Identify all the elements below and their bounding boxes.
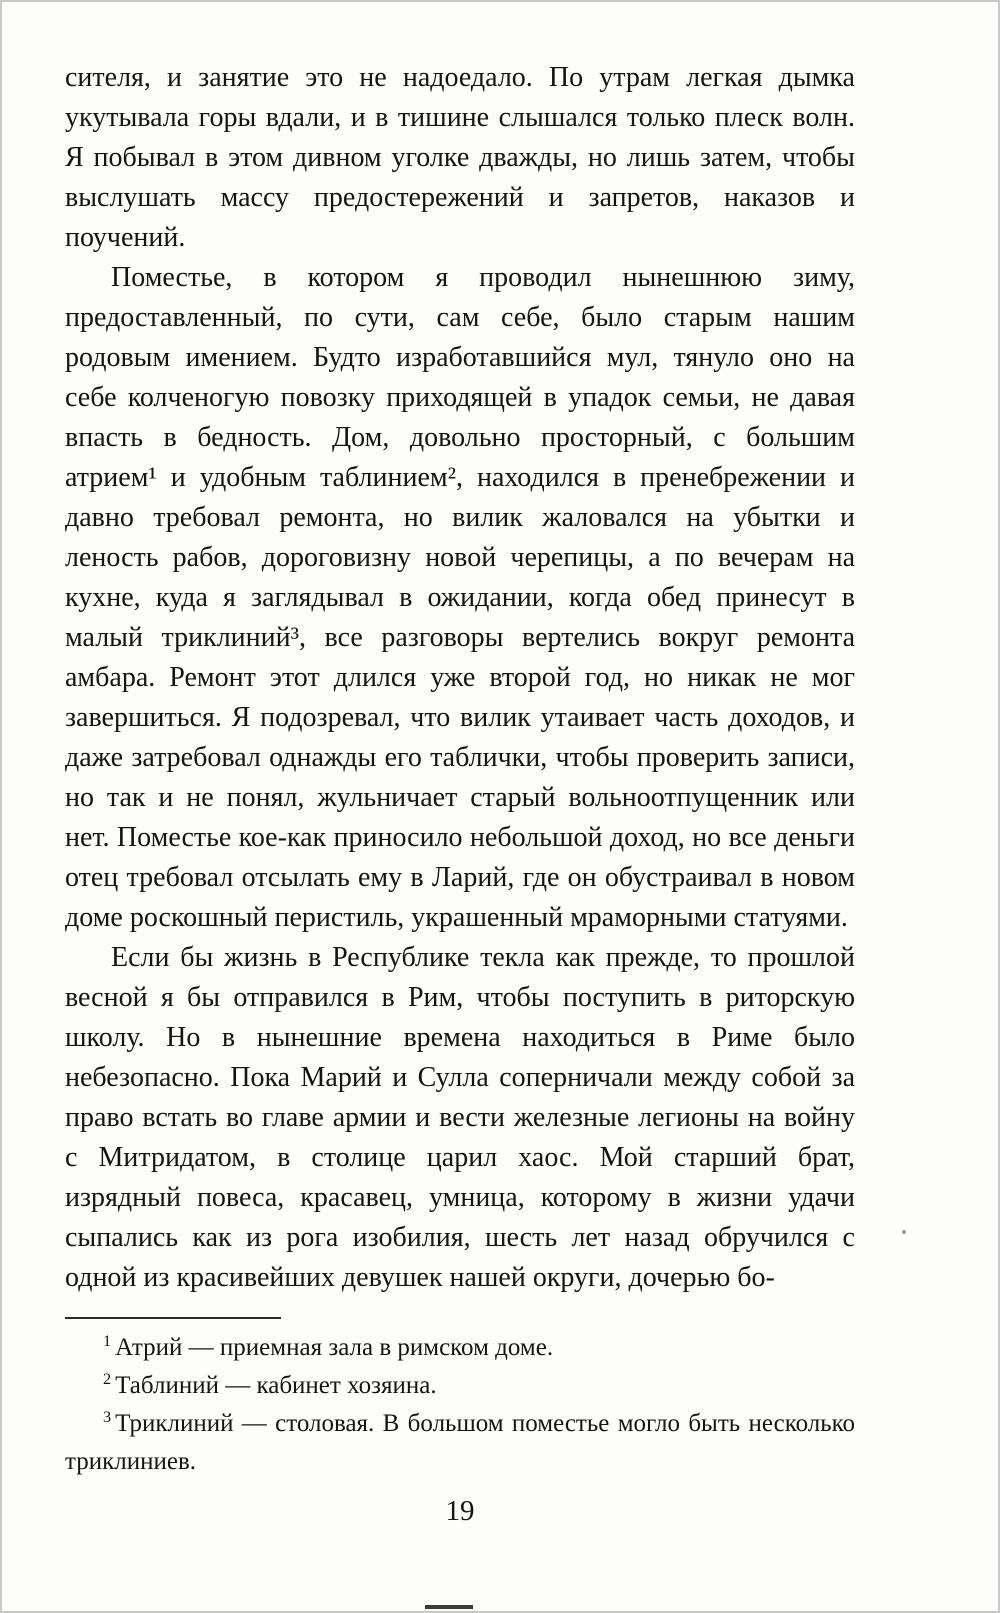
footnote-text: Таблиний — кабинет хозяина. <box>115 1372 437 1399</box>
body-text <box>65 58 855 1298</box>
footnote <box>65 1367 855 1405</box>
paragraph: Если бы жизнь в Республике текла как прежде, то прошлой весной я бы отправился в Рим, чтобы поступить в риторскую школу. Но в нынешние времена находиться в Риме было небезопасно. Пока Марий и Сулла соперничали между собой за право встать во главе армии и вести железные легионы на войну с Митридатом, в столице царил хаос. Мой старший брат, изрядный повеса, красавец, умница, которому в жизни удачи сыпались как из рога изобилия, шесть лет назад обручился с одной из красивейших девушек нашей округи, дочерью бо- <box>65 942 855 1293</box>
footnote-separator <box>65 1317 281 1319</box>
footnote <box>65 1329 855 1367</box>
footnote-marker: 1 <box>103 1331 112 1350</box>
footnote-text: Триклиний — столовая. В большом поместье могло быть несколько триклиниев. <box>65 1410 855 1475</box>
scan-artifact-mark <box>425 1605 473 1609</box>
scan-speck <box>902 1230 906 1234</box>
paragraph: Поместье, в котором я проводил нынешнюю зиму, предоставленный, по сути, сам себе, было старым нашим родовым имением. Будто изработавшийся мул, тянуло оно на себе колченогую повозку приходящей в упадок семьи, не давая впасть в бедность. Дом, довольно просторный, с большим атрием¹ и удобным таблинием², находился в пренебрежении и давно требовал ремонта, но вилик жаловался на убытки и леность рабов, дороговизну новой черепицы, а по вечерам на кухне, куда я заглядывал в ожидании, когда обед принесут в малый триклиний³, все разговоры вертелись вокруг ремонта амбара. Ремонт этот длился уже второй год, но никак не мог завершиться. Я подозревал, что вилик утаивает часть доходов, и даже затребовал однажды его таблички, чтобы проверить записи, но так и не понял, жульничает старый вольноотпущенник или нет. Поместье кое-как приносило небольшой доход, но все деньги отец требовал отсылать ему в Ларий, где он обустраивал в новом доме роскошный перистиль, украшенный мраморными статуями. <box>65 262 855 933</box>
footnote-text: Атрий — приемная зала в римском доме. <box>115 1334 554 1361</box>
footnote-marker: 2 <box>103 1369 112 1388</box>
footnote <box>65 1405 855 1481</box>
footnote-marker: 3 <box>103 1407 112 1426</box>
page-number: 19 <box>445 1495 475 1527</box>
footnotes-section <box>65 1317 855 1481</box>
paragraph-continuation: сителя, и занятие это не надоедало. По утрам легкая дымка укутывала горы вдали, и в тишине слышался только плеск волн. Я побывал в этом дивном уголке дважды, но лишь затем, чтобы выслушать массу предостережений и запретов, наказов и поучений. <box>65 62 855 253</box>
